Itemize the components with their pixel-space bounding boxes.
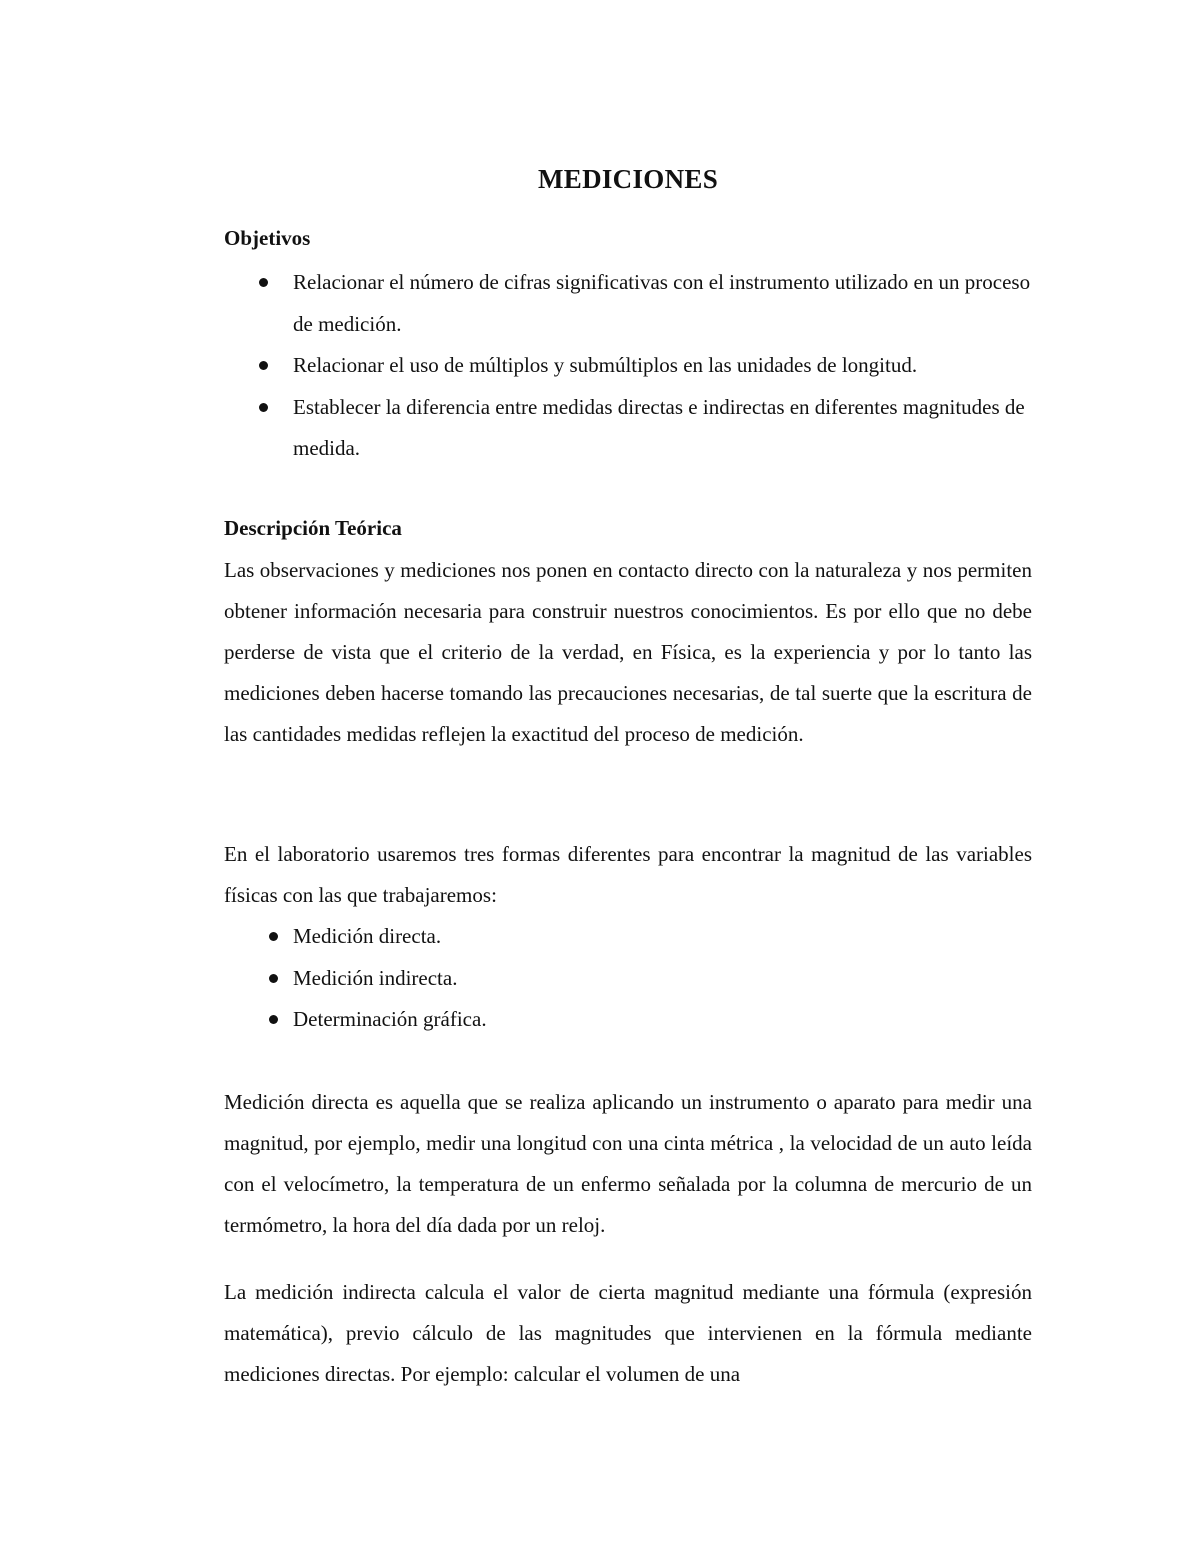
list-item [224,999,1036,1041]
list-item [224,262,1036,345]
bullet-icon [269,1015,278,1024]
objetivos-heading: Objetivos [224,226,311,250]
bullet-icon [259,278,268,287]
formas-list [224,916,1036,1041]
paragraph-observaciones: Las observaciones y mediciones nos ponen en contacto directo con la naturaleza y nos permiten obtener información necesaria para construir nuestros conocimientos. Es por ello que no debe perderse de vista que el criterio de la verdad, en Física, es la experiencia y por lo tanto las mediciones deben hacerse tomando las precauciones necesarias, de tal suerte que la escritura de las cantidades medidas reflejen la exactitud del proceso de medición. [224,558,1032,746]
list-item [224,387,1036,470]
list-item [224,345,1036,387]
paragraph-laboratorio: En el laboratorio usaremos tres formas diferentes para encontrar la magnitud de las variables físicas con las que trabajaremos: [224,842,1032,907]
descripcion-heading: Descripción Teórica [224,516,402,540]
bullet-icon [259,403,268,412]
bullet-icon [269,932,278,941]
paragraph-medicion-directa: Medición directa es aquella que se realiza aplicando un instrumento o aparato para medir una magnitud, por ejemplo, medir una longitud con una cinta métrica , la velocidad de un auto leída con el velocímetro, la temperatura de un enfermo señalada por la columna de mercurio de un termómetro, la hora del día dada por un reloj. [224,1090,1032,1237]
objetivos-list [224,262,1036,470]
objetivo-text: Establecer la diferencia entre medidas directas e indirectas en diferentes magnitudes de medida. [293,394,1025,460]
objetivo-text: Relacionar el número de cifras significativas con el instrumento utilizado en un proceso de medición. [293,270,1031,336]
document-title: MEDICIONES [537,164,719,194]
forma-text: Determinación gráfica. [293,1007,487,1031]
bullet-icon [259,361,268,370]
forma-text: Medición indirecta. [293,965,458,990]
bullet-icon [269,974,278,983]
list-item [224,916,1036,958]
objetivo-text: Relacionar el uso de múltiplos y submúltiplos en las unidades de longitud. [293,353,918,377]
paragraph-medicion-indirecta: La medición indirecta calcula el valor de cierta magnitud mediante una fórmula (expresión matemática), previo cálculo de las magnitudes que intervienen en la fórmula mediante mediciones directas. Por ejemplo: calcular el volumen de una [224,1280,1032,1386]
forma-text: Medición directa. [293,924,442,948]
list-item [224,958,1036,1000]
